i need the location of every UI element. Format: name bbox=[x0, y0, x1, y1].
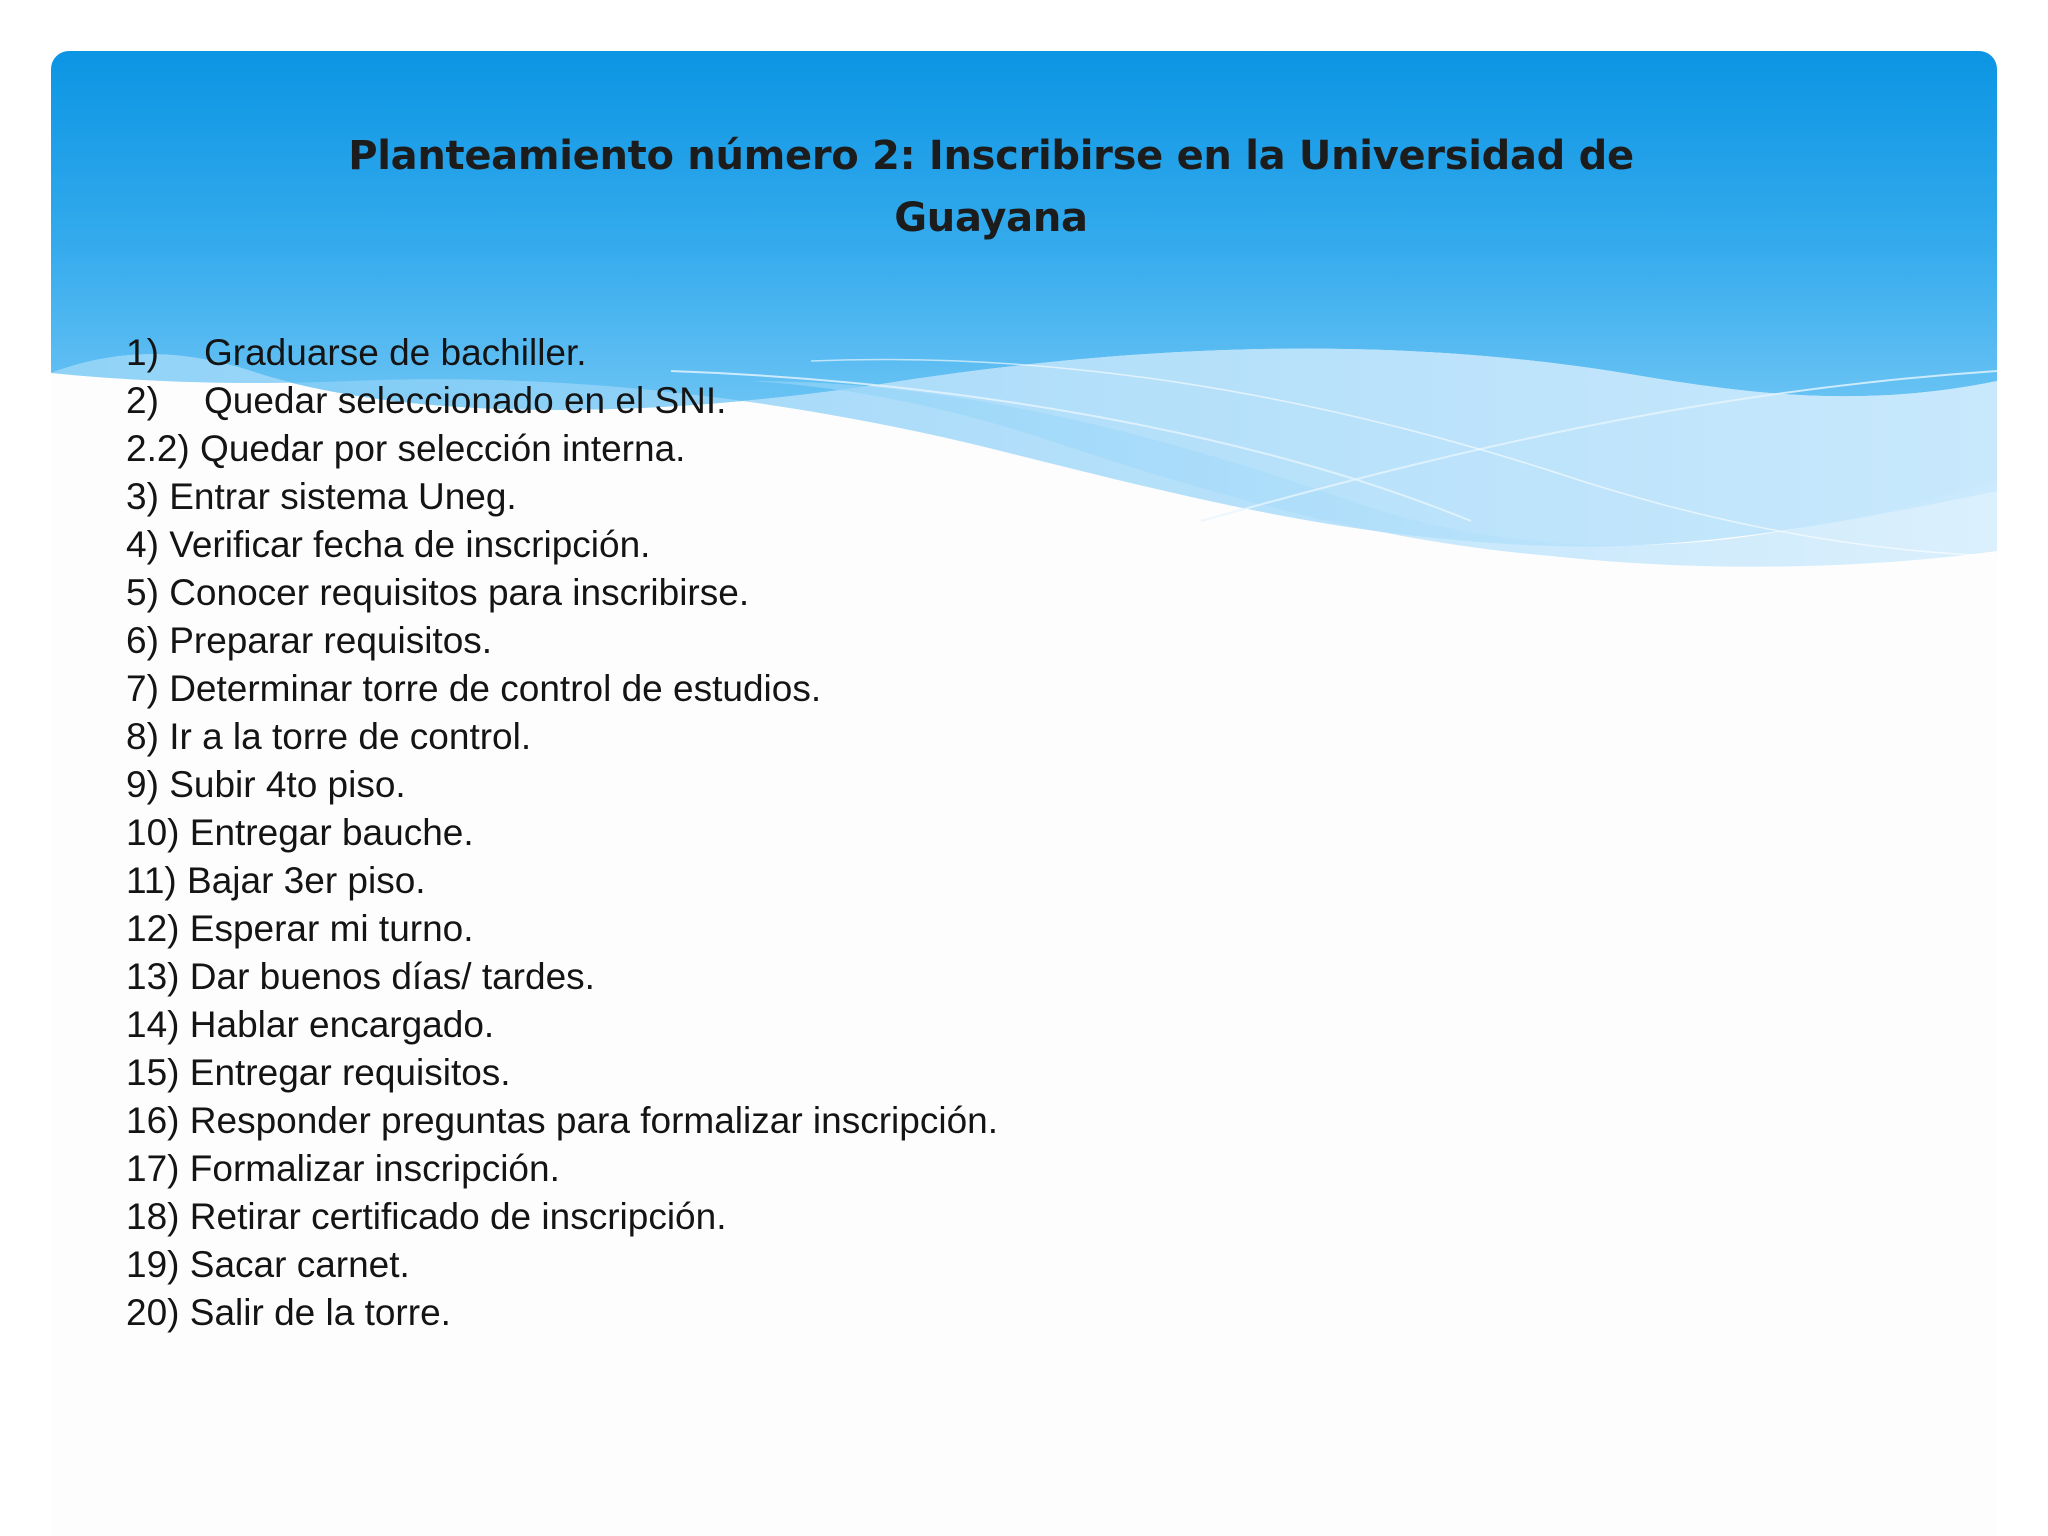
step-number: 19) bbox=[126, 1244, 180, 1285]
step-item bbox=[126, 905, 998, 953]
step-item bbox=[126, 713, 998, 761]
step-number: 4) bbox=[126, 524, 159, 565]
step-item bbox=[126, 425, 998, 473]
step-number: 20) bbox=[126, 1292, 180, 1333]
step-item bbox=[126, 761, 998, 809]
step-item bbox=[126, 377, 998, 425]
step-text: Esperar mi turno. bbox=[189, 908, 474, 949]
steps-list bbox=[126, 329, 998, 1337]
title-line-1: Planteamiento número 2: Inscribirse en la Universidad de bbox=[348, 133, 1634, 179]
step-text: Quedar por selección interna. bbox=[200, 428, 686, 469]
step-item bbox=[126, 1049, 998, 1097]
step-number: 13) bbox=[126, 956, 180, 997]
step-text: Dar buenos días/ tardes. bbox=[189, 956, 595, 997]
step-item bbox=[126, 1241, 998, 1289]
step-text: Quedar seleccionado en el SNI. bbox=[204, 380, 727, 421]
step-number: 17) bbox=[126, 1148, 180, 1189]
step-number: 16) bbox=[126, 1100, 180, 1141]
step-number: 10) bbox=[126, 812, 180, 853]
step-number: 8) bbox=[126, 716, 159, 757]
step-text: Retirar certificado de inscripción. bbox=[189, 1196, 727, 1237]
step-number: 3) bbox=[126, 476, 159, 517]
step-item bbox=[126, 617, 998, 665]
step-item bbox=[126, 1001, 998, 1049]
slide-title bbox=[51, 125, 1931, 249]
step-text: Conocer requisitos para inscribirse. bbox=[169, 572, 750, 613]
step-item bbox=[126, 1193, 998, 1241]
step-number: 6) bbox=[126, 620, 159, 661]
step-item bbox=[126, 329, 998, 377]
step-item bbox=[126, 473, 998, 521]
step-text: Graduarse de bachiller. bbox=[204, 332, 587, 373]
step-text: Entregar requisitos. bbox=[189, 1052, 511, 1093]
step-item bbox=[126, 1145, 998, 1193]
step-number: 18) bbox=[126, 1196, 180, 1237]
step-number: 9) bbox=[126, 764, 159, 805]
step-item bbox=[126, 1289, 998, 1337]
step-item bbox=[126, 953, 998, 1001]
step-text: Verificar fecha de inscripción. bbox=[169, 524, 651, 565]
step-item bbox=[126, 521, 998, 569]
title-line-2: Guayana bbox=[894, 195, 1088, 241]
step-number: 1) bbox=[126, 332, 159, 373]
step-number: 7) bbox=[126, 668, 159, 709]
slide-panel bbox=[51, 51, 1997, 1536]
step-text: Sacar carnet. bbox=[189, 1244, 410, 1285]
step-text: Determinar torre de control de estudios. bbox=[169, 668, 822, 709]
step-number: 2) bbox=[126, 380, 159, 421]
step-text: Formalizar inscripción. bbox=[189, 1148, 560, 1189]
step-text: Ir a la torre de control. bbox=[169, 716, 532, 757]
step-number: 14) bbox=[126, 1004, 180, 1045]
step-number: 12) bbox=[126, 908, 180, 949]
step-item bbox=[126, 857, 998, 905]
step-text: Entrar sistema Uneg. bbox=[169, 476, 517, 517]
step-text: Responder preguntas para formalizar inscripción. bbox=[189, 1100, 999, 1141]
step-number: 5) bbox=[126, 572, 159, 613]
step-text: Subir 4to piso. bbox=[169, 764, 406, 805]
step-text: Salir de la torre. bbox=[189, 1292, 451, 1333]
step-number: 2.2) bbox=[126, 428, 190, 469]
step-text: Entregar bauche. bbox=[189, 812, 474, 853]
step-item bbox=[126, 1097, 998, 1145]
step-text: Hablar encargado. bbox=[189, 1004, 495, 1045]
step-text: Preparar requisitos. bbox=[169, 620, 493, 661]
step-number: 11) bbox=[126, 860, 177, 901]
step-number: 15) bbox=[126, 1052, 180, 1093]
step-text: Bajar 3er piso. bbox=[187, 860, 426, 901]
step-item bbox=[126, 809, 998, 857]
step-item bbox=[126, 665, 998, 713]
step-item bbox=[126, 569, 998, 617]
